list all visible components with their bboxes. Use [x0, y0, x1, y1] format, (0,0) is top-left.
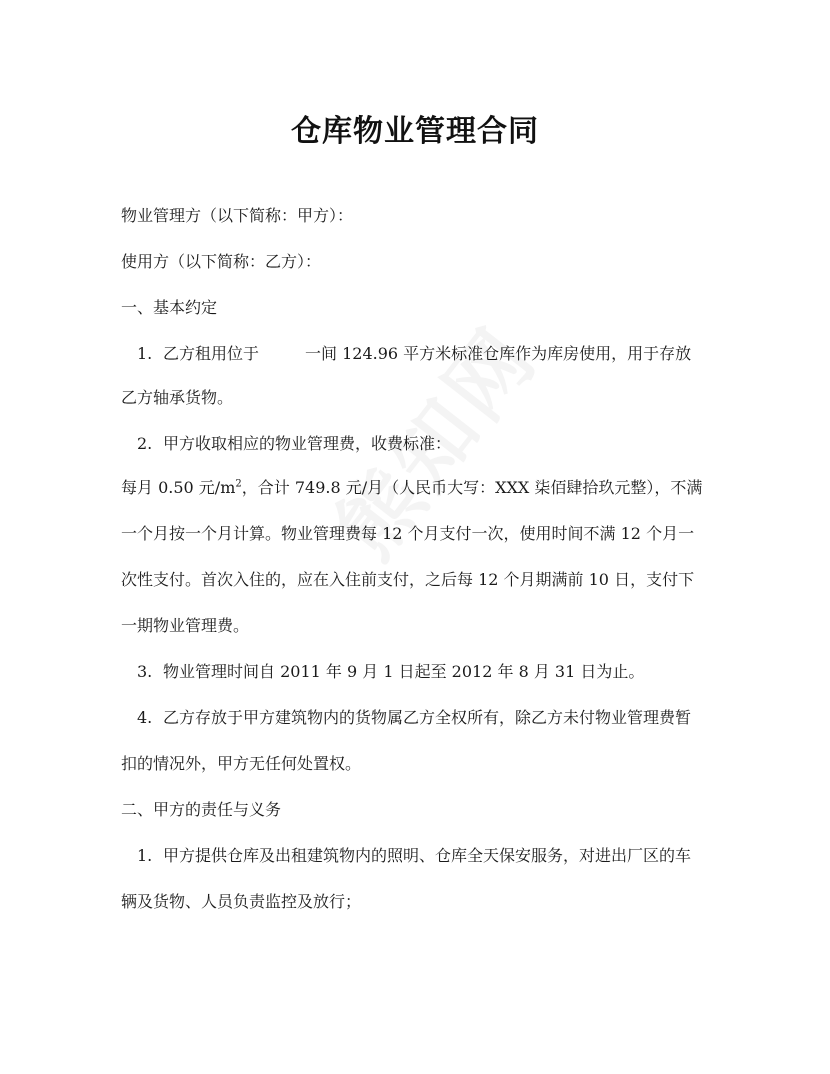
clause-2-1-cont: 辆及货物、人员负责监控及放行； — [121, 892, 362, 911]
fee-unit-sup: 2 — [235, 478, 242, 490]
fee-total: ，合计 749.8 元/月（人民币大写：XXX 柒佰肆拾玖元整），不满 — [241, 478, 703, 497]
clause-1-4-cont: 扣的情况外，甲方无任何处置权。 — [121, 754, 362, 773]
party-manager: 物业管理方（以下简称：甲方）： — [121, 206, 354, 225]
clause-1-4 — [137, 706, 691, 730]
party-user: 使用方（以下简称：乙方）： — [121, 252, 322, 271]
clause-text: 乙方存放于甲方建筑物内的货物属乙方全权所有，除乙方未付物业管理费暂 — [163, 708, 692, 727]
clause-number: 3. — [137, 662, 153, 681]
document-title: 仓库物业管理合同 — [291, 114, 539, 149]
clause-text: 乙方租用位于 — [163, 344, 260, 363]
clause-1-1-cont: 乙方轴承货物。 — [121, 388, 234, 407]
fee-cont-3: 一期物业管理费。 — [121, 616, 250, 635]
fee-standard — [121, 476, 702, 500]
clause-text: 甲方收取相应的物业管理费，收费标准： — [163, 434, 452, 453]
clause-number: 1. — [137, 846, 153, 865]
clause-1-1 — [137, 342, 691, 366]
fee-cont-2: 次性支付。首次入住的，应在入住前支付，之后每 12 个月期满前 10 日，支付下 — [121, 570, 695, 589]
clause-number: 4. — [137, 708, 153, 727]
fee-cont-1: 一个月按一个月计算。物业管理费每 12 个月支付一次，使用时间不满 12 个月一 — [121, 524, 695, 543]
section2-heading: 二、甲方的责任与义务 — [121, 800, 282, 819]
clause-number: 2. — [137, 434, 153, 453]
clause-1-2 — [137, 432, 451, 456]
clause-2-1 — [137, 844, 691, 868]
clause-text: 一间 124.96 平方米标准仓库作为库房使用，用于存放 — [305, 344, 692, 363]
clause-1-3 — [137, 660, 644, 684]
fee-rate: 每月 0.50 元/m — [121, 478, 236, 497]
section1-heading: 一、基本约定 — [121, 298, 218, 317]
clause-text: 物业管理时间自 2011 年 9 月 1 日起至 2012 年 8 月 31 日为止。 — [163, 662, 645, 681]
clause-number: 1. — [137, 344, 153, 363]
clause-text: 甲方提供仓库及出租建筑物内的照明、仓库全天保安服务，对进出厂区的车 — [163, 846, 692, 865]
